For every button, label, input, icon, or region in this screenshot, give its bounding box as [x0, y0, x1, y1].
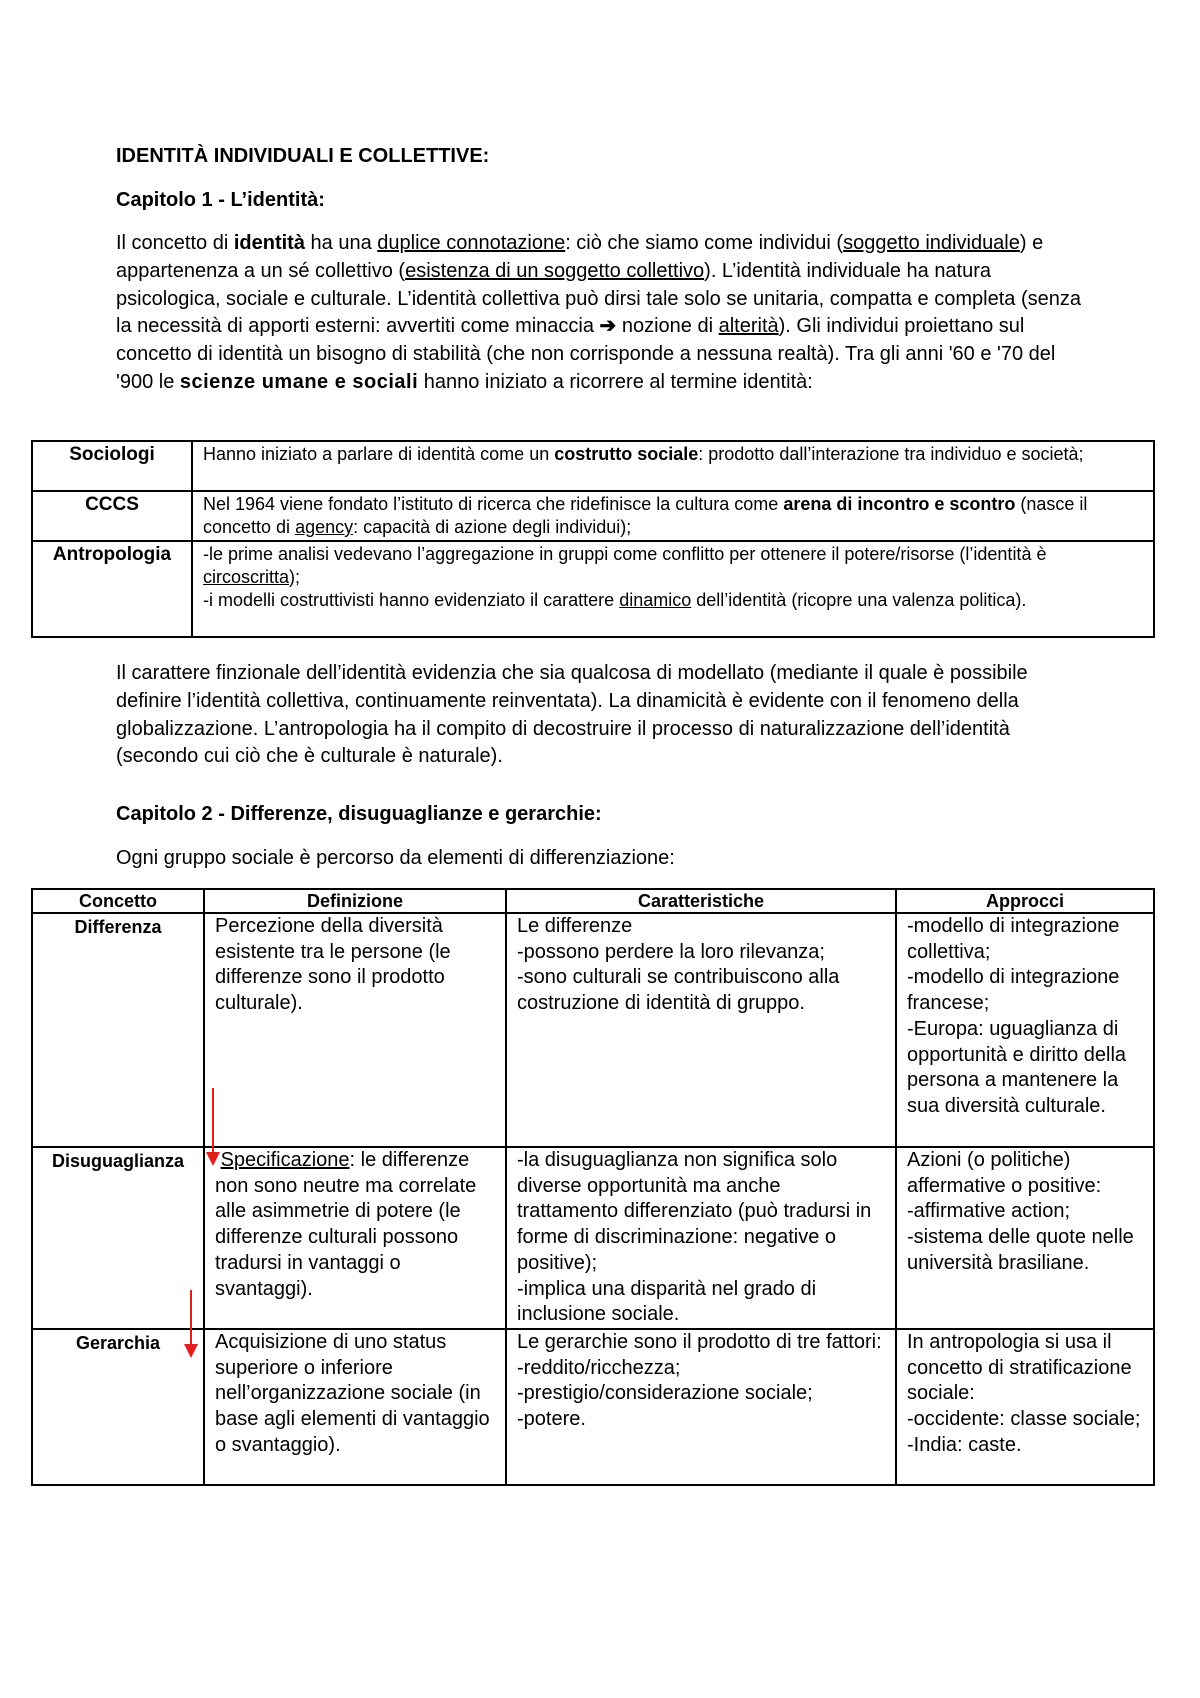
row-label: Disuguaglianza [32, 1147, 204, 1329]
row-content: Nel 1964 viene fondato l’istituto di ricerca che ridefinisce la cultura come arena di incontro e scontro (nasce il concetto di agency: capacità di azione degli individui); [192, 491, 1154, 541]
characteristics-cell: -la disuguaglianza non significa solo diverse opportunità ma anche trattamento differenziato (può tradursi in forme di discriminazione: negative o positive); -implica una disparità nel grado di inclusione sociale. [506, 1147, 896, 1329]
table-row [32, 491, 1154, 541]
table-row [32, 1147, 1154, 1329]
characteristics-cell: Le differenze -possono perdere la loro rilevanza; -sono culturali se contribuiscono alla costruzione di identità di gruppo. [506, 913, 896, 1147]
approaches-cell: Azioni (o politiche) affermative o positive: -affirmative action; -sistema delle quote nelle università brasiliane. [896, 1147, 1154, 1329]
definition-cell: Specificazione: le differenze non sono neutre ma correlate alle asimmetrie di potere (le differenze culturali possono tradursi in vantaggi o svantaggi). [204, 1147, 506, 1329]
table-row [32, 913, 1154, 1147]
chapter-1-intro: Il concetto di identità ha una duplice connotazione: ciò che siamo come individui (soggetto individuale) e appartenenza a un sé collettivo (esistenza di un soggetto collettivo). L’identità individuale ha natura psicologica, sociale e culturale. L’identità collettiva può dirsi tale solo se unitaria, compatta e completa (senza la necessità di apporti esterni: avvertiti come minaccia ➔ nozione di alterità). Gli individui proiettano sul concetto di identità un bisogno di stabilità (che non corrisponde a nessuna realtà). Tra gli anni '60 e '70 del '900 le scienze umane e sociali hanno iniziato a ricorrere al termine identità: [116, 232, 1081, 393]
column-header: Caratteristiche [506, 889, 896, 913]
table-row [32, 1329, 1154, 1485]
row-content: Hanno iniziato a parlare di identità come un costrutto sociale: prodotto dall’interazione tra individuo e società; [192, 441, 1154, 491]
row-label: Antropologia [32, 541, 192, 637]
row-label: CCCS [32, 491, 192, 541]
arrow-right-icon: ➔ [599, 315, 617, 338]
chapter-1-outro: Il carattere finzionale dell’identità evidenzia che sia qualcosa di modellato (mediante il quale è possibile definire l’identità collettiva, continuamente reinventata). La dinamicità è evidente con il fenomeno della globalizzazione. L’antropologia ha il compito di decostruire il processo di naturalizzazione dell’identità (secondo cui ciò che è culturale è naturale). [116, 662, 1028, 768]
table-row [32, 441, 1154, 491]
red-arrow-down-icon [183, 1290, 199, 1360]
row-label: Differenza [32, 913, 204, 1147]
column-header: Concetto [32, 889, 204, 913]
table-row [32, 541, 1154, 637]
approaches-cell: In antropologia si usa il concetto di stratificazione sociale: -occidente: classe sociale; -India: caste. [896, 1329, 1154, 1485]
column-header: Approcci [896, 889, 1154, 913]
identity-disciplines-table [31, 440, 1155, 638]
characteristics-cell: Le gerarchie sono il prodotto di tre fattori: -reddito/ricchezza; -prestigio/considerazione sociale; -potere. [506, 1329, 896, 1485]
row-content: -le prime analisi vedevano l’aggregazione in gruppi come conflitto per ottenere il potere/risorse (l’identità è circoscritta); -i modelli costruttivisti hanno evidenziato il carattere dinamico dell’identità (ricopre una valenza politica). [192, 541, 1154, 637]
differentiation-table [31, 888, 1155, 1486]
definition-cell: Acquisizione di uno status superiore o inferiore nell’organizzazione sociale (in base agli elementi di vantaggio o svantaggio). [204, 1329, 506, 1485]
chapter-1-heading: Capitolo 1 - L’identità: [116, 189, 325, 211]
red-arrow-down-icon [205, 1088, 221, 1168]
table-header-row [32, 889, 1154, 913]
row-label: Sociologi [32, 441, 192, 491]
approaches-cell: -modello di integrazione collettiva; -modello di integrazione francese; -Europa: uguaglianza di opportunità e diritto della persona a mantenere la sua diversità culturale. [896, 913, 1154, 1147]
row-label: Gerarchia [32, 1329, 204, 1485]
definition-cell: Percezione della diversità esistente tra le persone (le differenze sono il prodotto culturale). [204, 913, 506, 1147]
chapter-2-heading: Capitolo 2 - Differenze, disuguaglianze e gerarchie: [116, 803, 602, 825]
chapter-2-intro: Ogni gruppo sociale è percorso da elementi di differenziazione: [116, 847, 675, 869]
column-header: Definizione [204, 889, 506, 913]
document-title: IDENTITÀ INDIVIDUALI E COLLETTIVE: [116, 145, 490, 167]
